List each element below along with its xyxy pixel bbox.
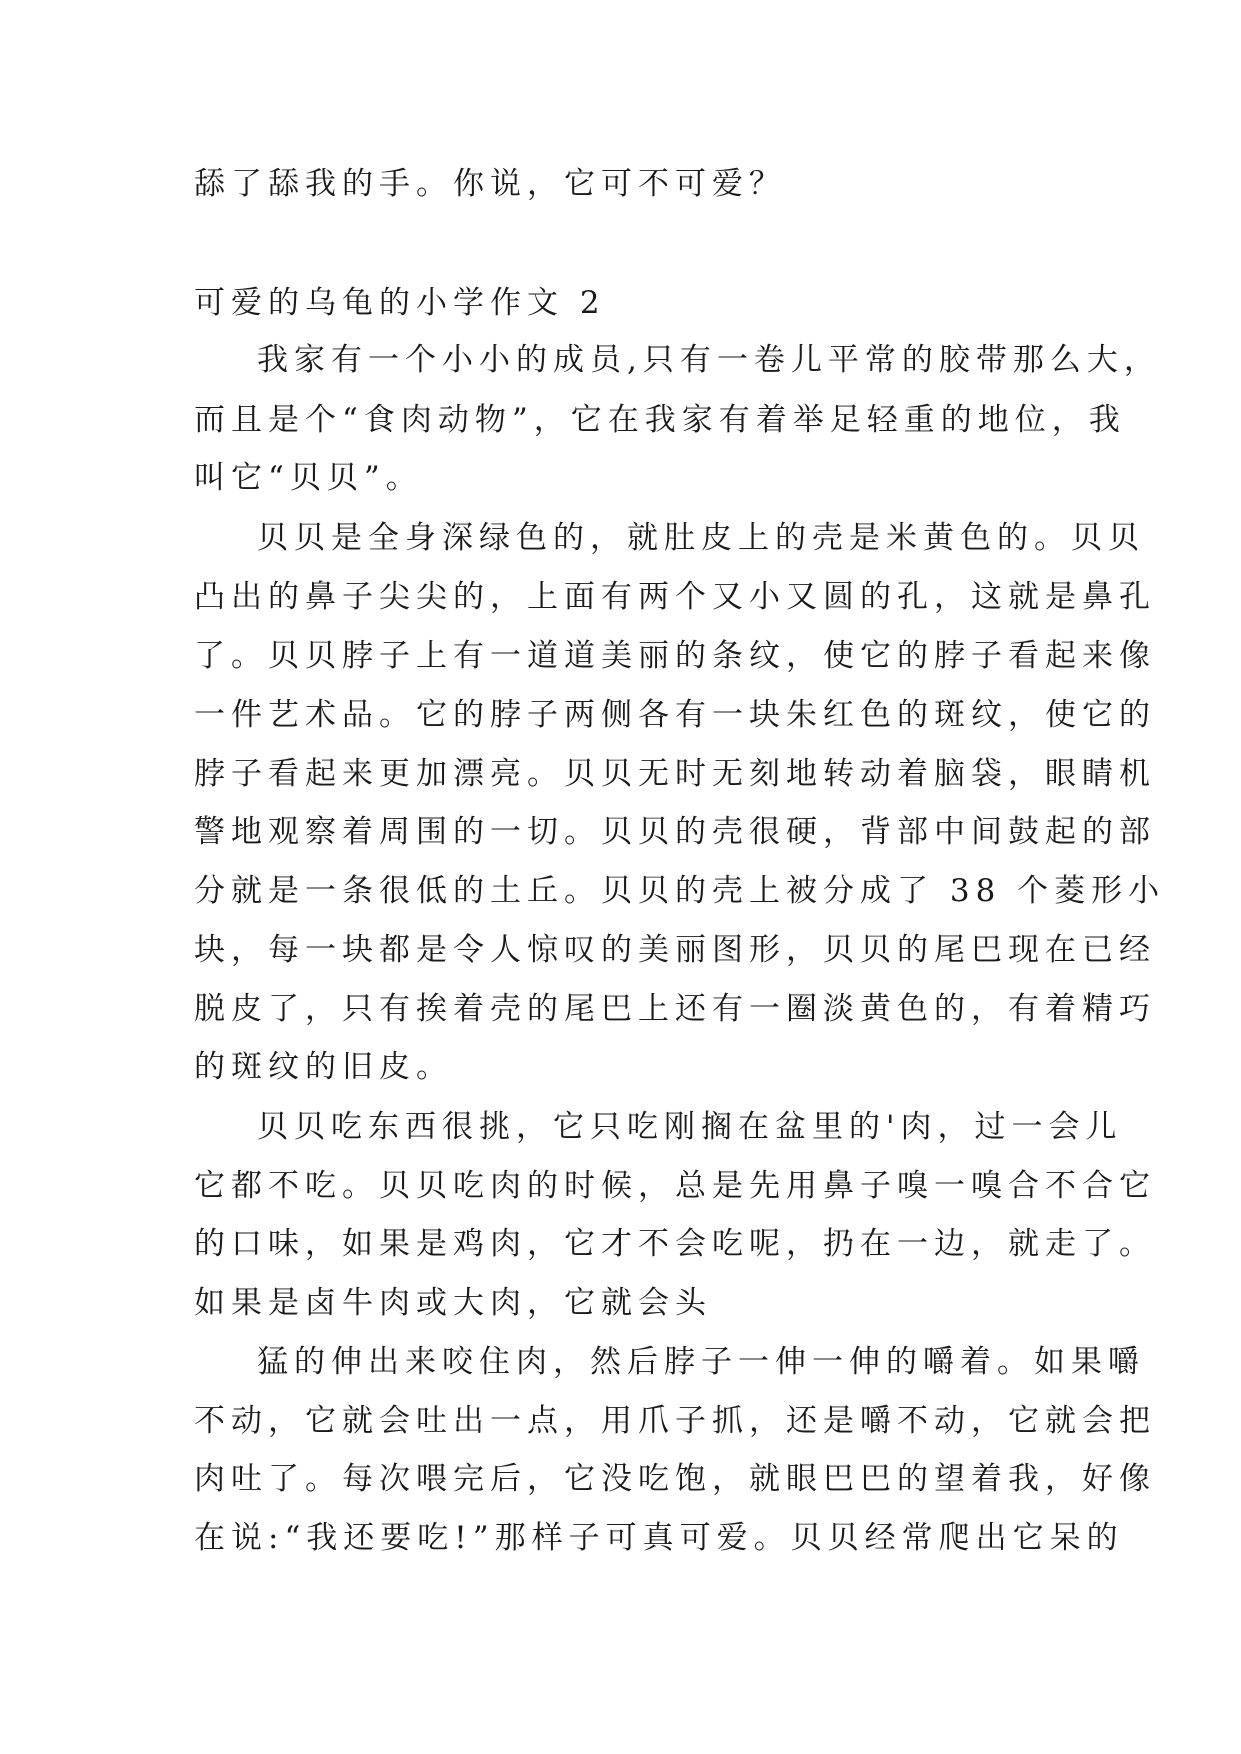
text-line: 叫它“贝贝”。 — [194, 460, 423, 496]
text-line: 舔了舔我的手。你说，它可不可爱？ — [194, 166, 786, 202]
text-line: 不动，它就会吐出一点，用爪子抓，还是嚼不动，它就会把 — [194, 1403, 1156, 1439]
text-line: 警地观察着周围的一切。贝贝的壳很硬，背部中间鼓起的部 — [194, 814, 1156, 850]
text-line: 分就是一条很低的土丘。贝贝的壳上被分成了 38 个菱形小 — [194, 873, 1166, 909]
text-line: 而且是个“食肉动物”，它在我家有着举足轻重的地位，我 — [194, 402, 1126, 438]
text-line: 肉吐了。每次喂完后，它没吃饱，就眼巴巴的望着我，好像 — [194, 1461, 1156, 1497]
text-line: 脱皮了，只有挨着壳的尾巴上还有一圈淡黄色的，有着精巧 — [194, 991, 1156, 1027]
text-line: 凸出的鼻子尖尖的，上面有两个又小又圆的孔，这就是鼻孔 — [194, 579, 1156, 615]
paragraph-first-line: 猛的伸出来咬住肉，然后脖子一伸一伸的嚼着。如果嚼 — [257, 1344, 1145, 1380]
text-line: 的口味，如果是鸡肉，它才不会吃呢，扔在一边，就走了。 — [194, 1226, 1156, 1262]
text-line: 了。贝贝脖子上有一道道美丽的条纹，使它的脖子看起来像 — [194, 638, 1156, 674]
section-heading: 可爱的乌龟的小学作文 2 — [194, 285, 606, 321]
text-line: 脖子看起来更加漂亮。贝贝无时无刻地转动着脑袋，眼睛机 — [194, 756, 1156, 792]
paragraph-first-line: 贝贝吃东西很挑，它只吃刚搁在盆里的'肉，过一会儿 — [257, 1109, 1123, 1145]
text-line: 块，每一块都是令人惊叹的美丽图形，贝贝的尾巴现在已经 — [194, 932, 1156, 968]
text-line: 一件艺术品。它的脖子两侧各有一块朱红色的斑纹，使它的 — [194, 697, 1156, 733]
paragraph-first-line: 贝贝是全身深绿色的，就肚皮上的壳是米黄色的。贝贝 — [257, 520, 1145, 556]
text-line: 的斑纹的旧皮。 — [194, 1049, 453, 1085]
text-line: 它都不吃。贝贝吃肉的时候，总是先用鼻子嗅一嗅合不合它 — [194, 1168, 1156, 1204]
paragraph-first-line: 我家有一个小小的成员,只有一卷儿平常的胶带那么大， — [257, 342, 1161, 378]
text-line: 在说:“我还要吃!”那样子可真可爱。贝贝经常爬出它呆的 — [194, 1520, 1124, 1556]
text-line: 如果是卤牛肉或大肉，它就会头 — [194, 1285, 712, 1321]
